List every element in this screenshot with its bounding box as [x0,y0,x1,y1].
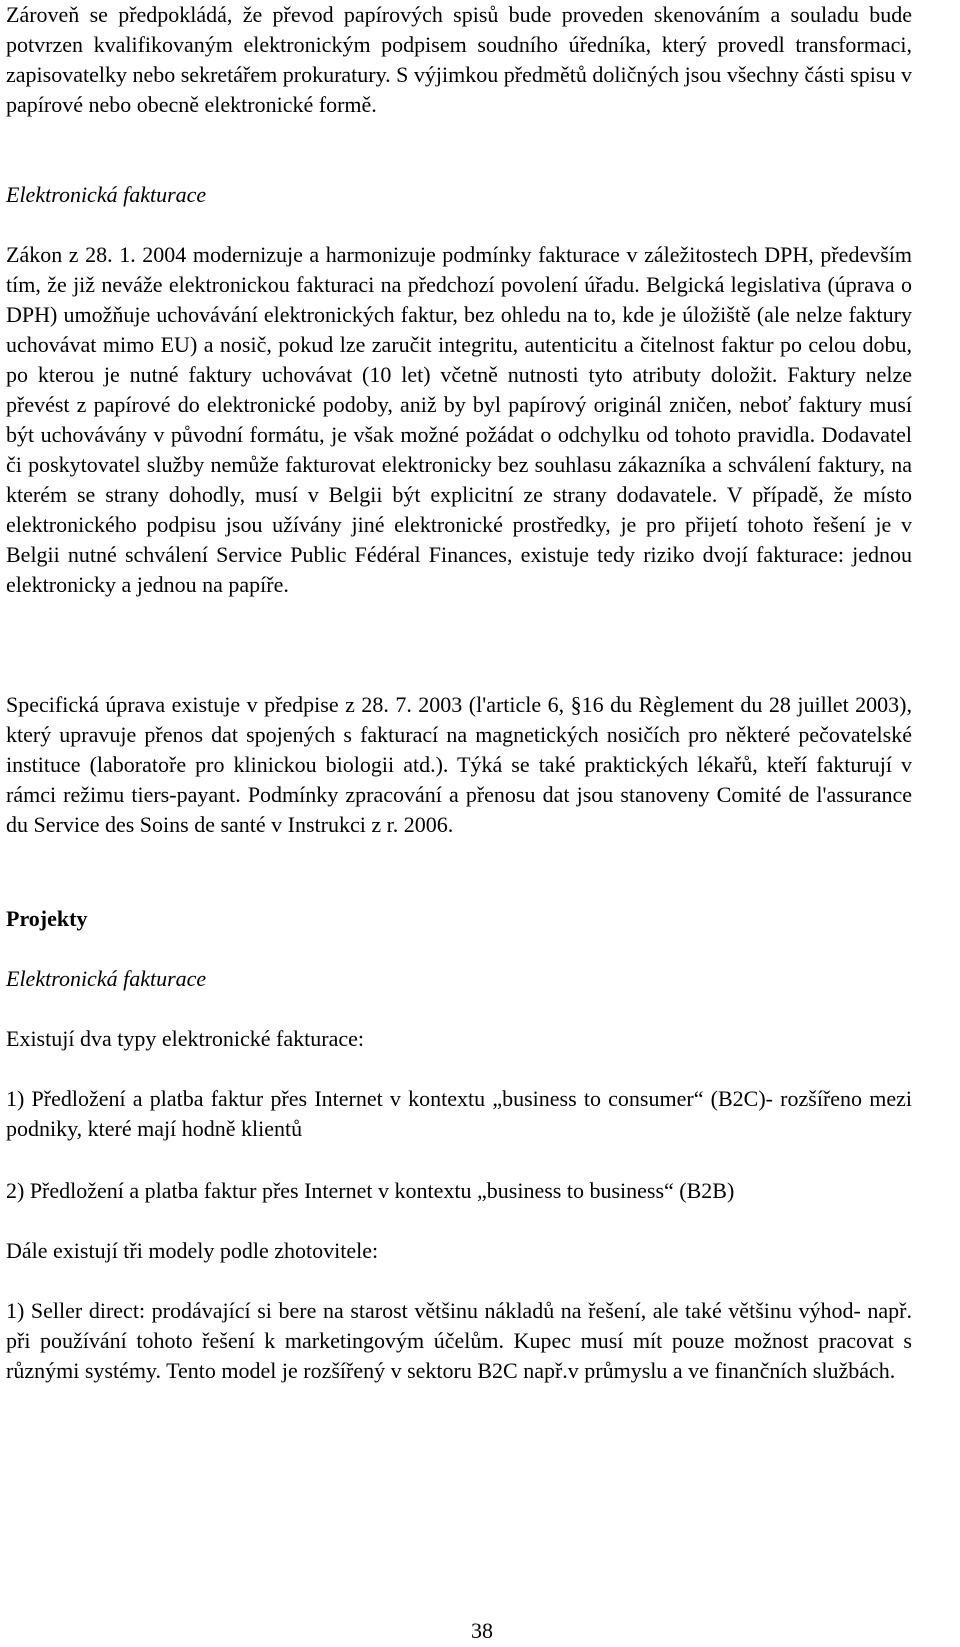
type-b2b-item: 2) Předložení a platba faktur přes Internet v kontextu „business to business“ (B2B) [6,1178,735,1203]
model-seller-direct-item: 1) Seller direct: prodávající si bere na starost většinu nákladů na řešení, ale také většinu výhod- např. při používání tohoto řešení k marketingovým účelům. Kupec musí mít pouze možnost pracovat s různými systémy. Tento model je rozšířený v sektoru B2C např.v průmyslu a ve finančních službách. [6,1298,912,1383]
section-heading-projects: Projekty [6,906,88,931]
document-page [6,0,958,1647]
models-intro-paragraph: Dále existují tři modely podle zhotovitele: [6,1238,379,1263]
section-heading-electronic-invoicing: Elektronická fakturace [6,182,207,207]
intro-paragraph: Zároveň se předpokládá, že převod papírových spisů bude proveden skenováním a souladu bude potvrzen kvalifikovaným elektronickým podpisem soudního úředníka, který provedl transformaci, zapisovatelky nebo sekretářem prokuratury. S výjimkou předmětů doličných jsou všechny části spisu v papírové nebo obecně elektronické formě. [6,2,912,117]
type-b2c-item: 1) Předložení a platba faktur přes Internet v kontextu „business to consumer“ (B2C)- rozšířeno mezi podniky, které mají hodně klientů [6,1086,912,1141]
types-intro-paragraph: Existují dva typy elektronické fakturace: [6,1026,364,1051]
law-paragraph: Zákon z 28. 1. 2004 modernizuje a harmonizuje podmínky fakturace v záležitostech DPH, především tím, že již neváže elektronickou fakturaci na předchozí povolení úřadu. Belgická legislativa (úprava o DPH) umožňuje uchovávání elektronických faktur, bez ohledu na to, kde je úložiště (ale nelze faktury uchovávat mimo EU) a nosič, pokud lze zaručit integritu, autenticitu a čitelnost faktur po celou dobu, po kterou je nutné faktury uchovávat (10 let) včetně nutnosti tyto atributy doložit. Faktury nelze převést z papírové do elektronické podoby, aniž by byl papírový originál zničen, neboť faktury musí být uchovávány v původní formátu, je však možné požádat o odchylku od tohoto pravidla. Dodavatel či poskytovatel služby nemůže fakturovat elektronicky bez souhlasu zákazníka a schválení faktury, na kterém se strany dohodly, musí v Belgii být explicitní ze strany dodavatele. V případě, že místo elektronického podpisu jsou užívány jiné elektronické prostředky, je pro přijetí tohoto řešení je v Belgii nutné schválení Service Public Fédéral Finances, existuje tedy riziko dvojí fakturace: jednou elektronicky a jednou na papíře. [6,242,912,597]
subsection-heading-electronic-invoicing: Elektronická fakturace [6,966,207,991]
page-number: 38 [471,1618,493,1643]
specific-regulation-paragraph: Specifická úprava existuje v předpise z 28. 7. 2003 (l'article 6, §16 du Règlement du 28 juillet 2003), který upravuje přenos dat spojených s fakturací na magnetických nosičích pro některé pečovatelské instituce (laboratoře pro klinickou biologii atd.). Týká se také praktických lékařů, kteří fakturují v rámci režimu tiers-payant. Podmínky zpracování a přenosu dat jsou stanoveny Comité de l'assurance du Service des Soins de santé v Instrukci z r. 2006. [6,692,912,837]
